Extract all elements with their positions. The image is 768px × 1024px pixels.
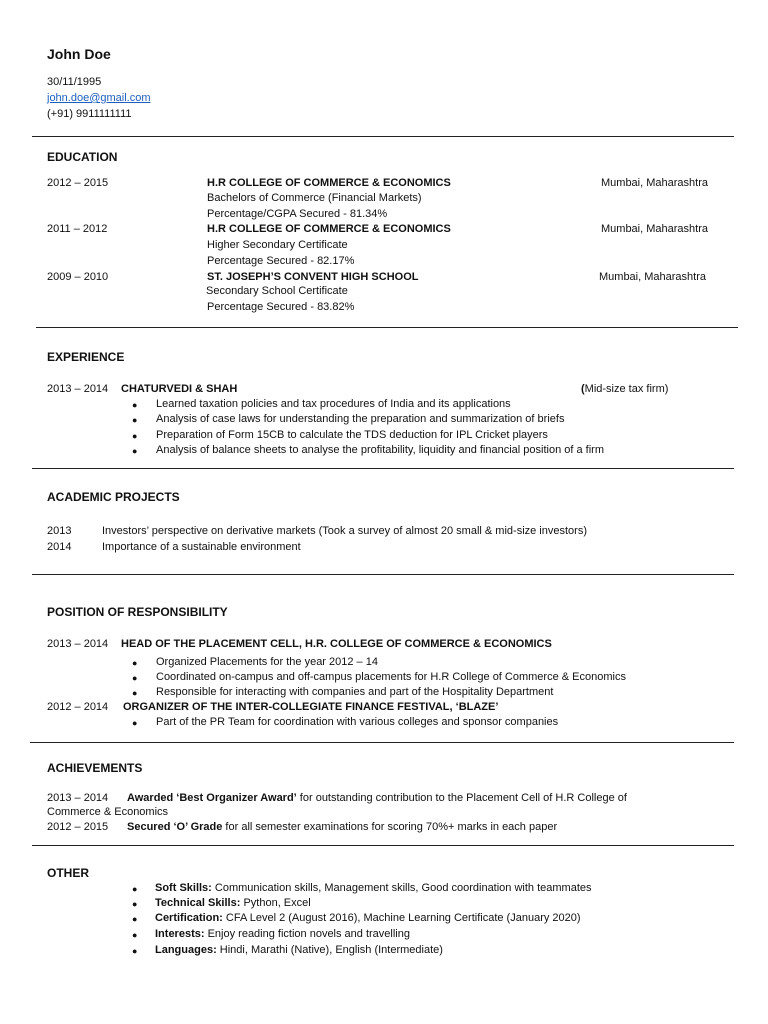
divider (36, 327, 738, 328)
role-bullet-text: Part of the PR Team for coordination with various colleges and sponsor companies (156, 716, 559, 728)
project-text: Importance of a sustainable environment (102, 541, 301, 553)
achievement-years: 2012 – 2015 (47, 821, 109, 833)
bullet: ● (132, 658, 138, 668)
divider (30, 742, 734, 743)
edu-years: 2011 – 2012 (47, 223, 108, 235)
other-item (155, 897, 311, 909)
other-item (155, 882, 592, 894)
education-heading: EDUCATION (47, 150, 118, 164)
project-year: 2014 (47, 541, 72, 553)
achievement-text (127, 821, 557, 833)
other-item-label: Soft Skills: (155, 882, 212, 894)
role-bullet-text: Responsible for interacting with companies and part of the Hospitality Department (156, 686, 554, 698)
project-text: Investors’ perspective on derivative markets (Took a survey of almost 20 small & mid-size investors) (102, 525, 587, 537)
phone-number: (+91) 9911111111 (47, 108, 132, 120)
achievement-bold: Awarded ‘Best Organizer Award’ (127, 792, 297, 804)
exp-bullet-text: Learned taxation policies and tax procedures of India and its applications (156, 398, 511, 410)
bullet: ● (132, 446, 138, 456)
exp-firm-type (581, 383, 668, 395)
other-heading: OTHER (47, 866, 89, 880)
edu-location: Mumbai, Maharashtra (599, 271, 706, 283)
achievement-rest: for outstanding contribution to the Placement Cell of H.R College of (296, 792, 627, 804)
exp-bullet-text: Analysis of case laws for understanding the preparation and summarization of briefs (156, 413, 565, 425)
bullet: ● (132, 673, 138, 683)
bullet: ● (132, 930, 138, 940)
email-link[interactable]: john.doe@gmail.com (47, 92, 151, 104)
other-item-text: Enjoy reading fiction novels and travelling (204, 928, 410, 940)
divider (32, 845, 734, 846)
divider (32, 574, 734, 575)
edu-score: Percentage Secured - 83.82% (207, 301, 355, 313)
experience-heading: EXPERIENCE (47, 350, 125, 364)
achievement-years: 2013 – 2014 (47, 792, 109, 804)
edu-degree: Higher Secondary Certificate (207, 239, 348, 251)
exp-firm-type-text: Mid-size tax firm) (584, 383, 669, 395)
role-bullet-text: Coordinated on-campus and off-campus placements for H.R College of Commerce & Economics (156, 671, 626, 683)
bullet: ● (132, 688, 138, 698)
achievement-bold: Secured ‘O’ Grade (127, 821, 223, 833)
edu-location: Mumbai, Maharashtra (601, 177, 708, 189)
other-item (155, 944, 443, 956)
other-item-label: Languages: (155, 944, 217, 956)
exp-bullet-text: Preparation of Form 15CB to calculate the TDS deduction for IPL Cricket players (156, 429, 548, 441)
other-item-text: Hindi, Marathi (Native), English (Intermediate) (216, 944, 443, 956)
exp-company: CHATURVEDI & SHAH (121, 383, 238, 395)
bullet: ● (132, 914, 138, 924)
edu-degree: Bachelors of Commerce (Financial Markets) (207, 192, 422, 204)
edu-school: H.R COLLEGE OF COMMERCE & ECONOMICS (207, 223, 451, 235)
bullet: ● (132, 718, 138, 728)
edu-location: Mumbai, Maharashtra (601, 223, 708, 235)
achievement-text (127, 792, 627, 804)
exp-bullet-text: Analysis of balance sheets to analyse the profitability, liquidity and financial position of a firm (156, 444, 604, 456)
divider (32, 468, 734, 469)
bullet: ● (132, 431, 138, 441)
bullet: ● (132, 946, 138, 956)
achievements-heading: ACHIEVEMENTS (47, 761, 143, 775)
exp-firm-type-paren: ( (581, 383, 585, 395)
role-title: ORGANIZER OF THE INTER-COLLEGIATE FINANCE FESTIVAL, ‘BLAZE’ (123, 701, 499, 713)
other-item-label: Certification: (155, 912, 223, 924)
other-item-text: Python, Excel (240, 897, 311, 909)
edu-score: Percentage/CGPA Secured - 81.34% (207, 208, 388, 220)
other-item-text: Communication skills, Management skills, Good coordination with teammates (211, 882, 592, 894)
responsibility-heading: POSITION OF RESPONSIBILITY (47, 605, 228, 619)
achievement-continuation: Commerce & Economics (47, 806, 169, 818)
projects-heading: ACADEMIC PROJECTS (47, 490, 180, 504)
edu-school: ST. JOSEPH’S CONVENT HIGH SCHOOL (207, 271, 419, 283)
other-item (155, 912, 581, 924)
edu-years: 2012 – 2015 (47, 177, 109, 189)
edu-years: 2009 – 2010 (47, 271, 109, 283)
other-item-label: Interests: (155, 928, 205, 940)
date-of-birth: 30/11/1995 (47, 76, 102, 88)
other-item-label: Technical Skills: (155, 897, 241, 909)
edu-degree: Secondary School Certificate (206, 285, 348, 297)
divider (32, 136, 734, 137)
edu-school: H.R COLLEGE OF COMMERCE & ECONOMICS (207, 177, 451, 189)
role-years: 2013 – 2014 (47, 638, 109, 650)
bullet: ● (132, 884, 138, 894)
candidate-name: John Doe (47, 46, 111, 62)
bullet: ● (132, 899, 138, 909)
role-bullet-text: Organized Placements for the year 2012 – 14 (156, 656, 378, 668)
bullet: ● (132, 400, 138, 410)
role-years: 2012 – 2014 (47, 701, 109, 713)
other-item-text: CFA Level 2 (August 2016), Machine Learning Certificate (January 2020) (222, 912, 581, 924)
bullet: ● (132, 415, 138, 425)
achievement-rest: for all semester examinations for scoring 70%+ marks in each paper (222, 821, 558, 833)
exp-years: 2013 – 2014 (47, 383, 109, 395)
role-title: HEAD OF THE PLACEMENT CELL, H.R. COLLEGE OF COMMERCE & ECONOMICS (121, 638, 552, 650)
project-year: 2013 (47, 525, 72, 537)
edu-score: Percentage Secured - 82.17% (207, 255, 355, 267)
other-item (155, 928, 410, 940)
